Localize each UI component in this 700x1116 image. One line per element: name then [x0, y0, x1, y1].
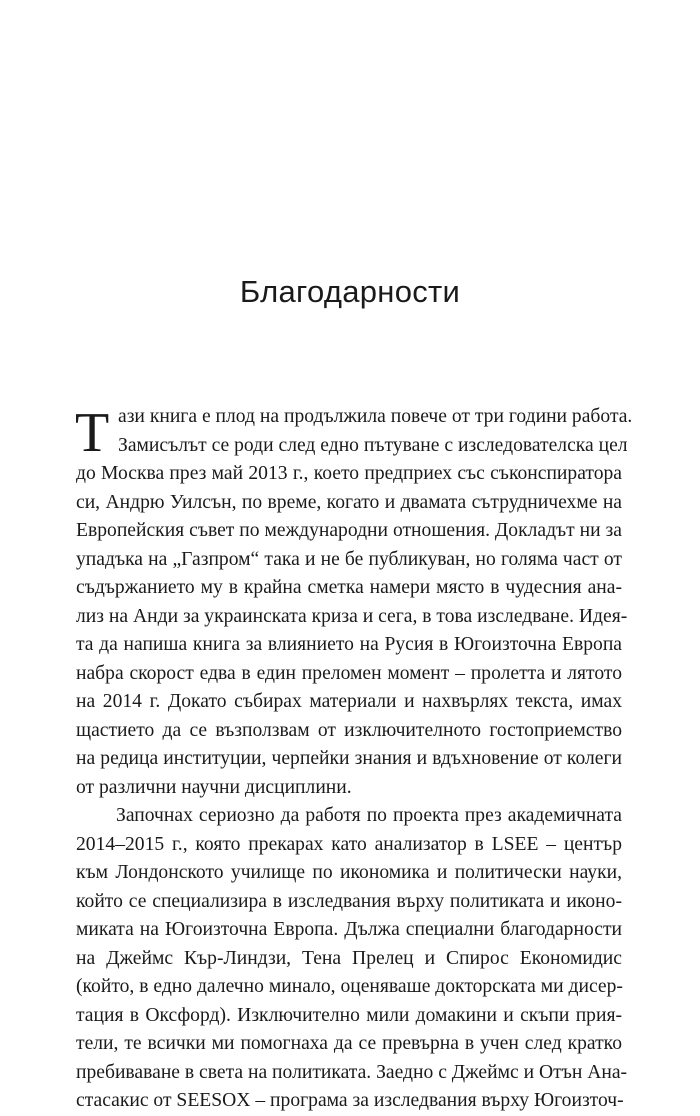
paragraph-2-line: към Лондонското училище по икономика и политически науки,	[76, 862, 622, 883]
paragraph-1-line: съдържанието му в крайна сметка намери място в чудесния ана-	[76, 577, 622, 598]
paragraph-2-line: Започнах сериозно да работя по проекта през академичната	[116, 805, 622, 826]
paragraph-1-line: упадъка на „Газпром“ така и не бе публикуван, но голяма част от	[76, 548, 622, 570]
paragraph-1-line-1: ази книга е плод на продължила повече от три години работа.	[118, 406, 633, 427]
body-text	[75, 402, 633, 1116]
paragraph-1-line: лиз на Анди за украинската криза и сега, в това изследване. Идея-	[76, 605, 628, 627]
paragraph-2-line: (който, в едно далечно минало, оценяваше докторската ми дисер-	[76, 976, 623, 997]
paragraph-2-line: миката на Югоизточна Европа. Дължа специални благодарности	[76, 919, 622, 940]
paragraph-2-line: 2014–2015 г., която прекарах като анализатор в LSEE – център	[76, 833, 622, 855]
paragraph-2-line: тация в Оксфорд). Изключително мили домакини и скъпи прия-	[76, 1004, 622, 1026]
paragraph-1-line: та да напиша книга за влиянието на Русия в Югоизточна Европа	[76, 634, 622, 655]
paragraph-2-line: тели, те всички ми помогнаха да се превърна в учен след кратко	[76, 1033, 622, 1054]
paragraph-2-line: пребиваване в света на политиката. Заедно с Джеймс и Отън Ана-	[76, 1061, 628, 1083]
paragraph-1-line: на 2014 г. Докато събирах материали и нахвърлях текста, имах	[76, 691, 622, 712]
paragraph-2-line: който се специализира в изследвания върху политиката и иконо-	[76, 890, 622, 912]
paragraph-1-line: на редица институции, черпейки знания и вдъхновение от колеги	[76, 748, 622, 769]
paragraph-2-line: на Джеймс Кър-Линдзи, Тена Прелец и Спирос Економидис	[76, 947, 622, 969]
paragraph-1-line: от различни научни дисциплини.	[76, 776, 352, 798]
paragraph-1-line: си, Андрю Уилсън, по време, когато и двамата сътрудничехме на	[76, 491, 622, 513]
paragraph-2-line: стасакис от SEESOX – програма за изследвания върху Югоизточ-	[76, 1090, 624, 1111]
paragraph-1-line: Европейския съвет по международни отношения. Докладът ни за	[76, 520, 622, 541]
chapter-title: Благодарности	[239, 274, 461, 309]
paragraph-1-line-2: Замисълът се роди след едно пътуване с изследователска цел	[118, 434, 628, 456]
drop-cap: Т	[75, 402, 110, 464]
paragraph-1-line: щастието да се възползвам от изключителното гостоприемство	[76, 719, 622, 741]
paragraph-1-line: набра скорост едва в един преломен момент – пролетта и лятото	[76, 662, 622, 684]
paragraph-1-line: до Москва през май 2013 г., което предприех със съконспиратора	[76, 463, 622, 484]
